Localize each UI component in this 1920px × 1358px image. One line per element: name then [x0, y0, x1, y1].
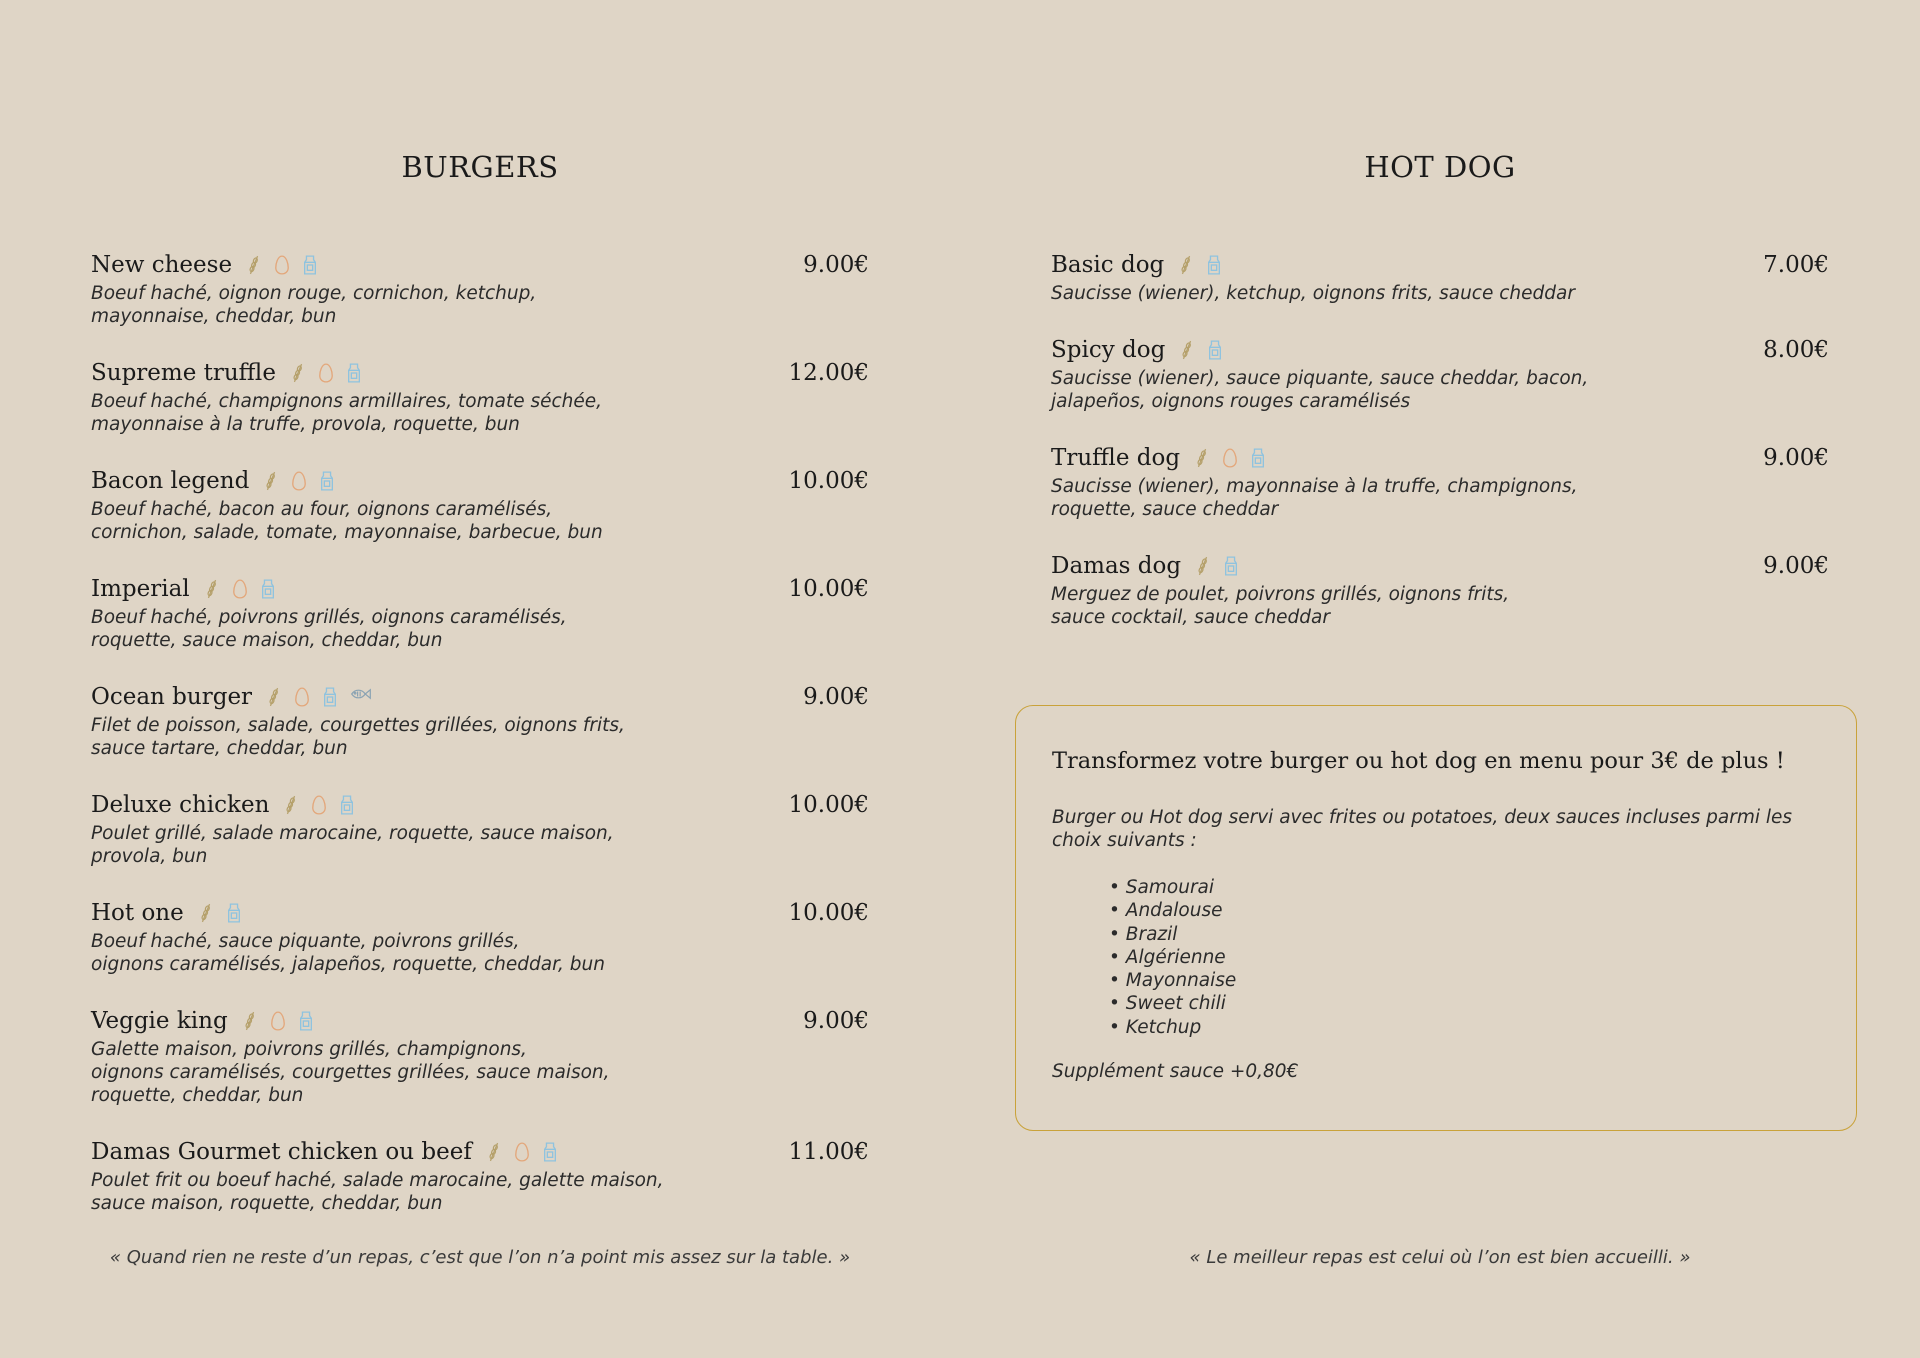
item-price: 9.00€: [803, 252, 869, 278]
egg-icon: [311, 794, 329, 816]
burger-item: [91, 248, 869, 328]
burger-item: [91, 680, 869, 760]
offer-description-line: Burger ou Hot dog servi avec frites ou potatoes, deux sauces incluses parmi les: [1052, 807, 1793, 828]
item-header: [1051, 549, 1829, 583]
item-name: Ocean burger: [91, 684, 253, 710]
sauce-option: • Samourai: [1109, 876, 1236, 899]
milk-icon: [260, 578, 278, 600]
allergen-icons: [290, 362, 364, 384]
hotdog-item: [1051, 333, 1829, 413]
item-description-line: Galette maison, poivrons grillés, champignons,: [91, 1039, 527, 1060]
item-description: [1051, 367, 1829, 413]
gluten-icon: [1195, 555, 1213, 577]
item-description-line: Filet de poisson, salade, courgettes grillées, oignons frits,: [91, 715, 625, 736]
item-header: [91, 896, 869, 930]
gluten-icon: [266, 686, 284, 708]
item-header: [91, 680, 869, 714]
item-description-line: Merguez de poulet, poivrons grillés, oignons frits,: [1051, 584, 1510, 605]
item-name: Deluxe chicken: [91, 792, 270, 818]
item-description-line: mayonnaise à la truffe, provola, roquette, bun: [91, 414, 520, 435]
offer-description: [1052, 806, 1832, 852]
item-description: [91, 282, 869, 328]
item-description: [91, 1169, 869, 1215]
item-description-line: cornichon, salade, tomate, mayonnaise, barbecue, bun: [91, 522, 603, 543]
burgers-title: BURGERS: [401, 150, 559, 184]
item-name: Supreme truffle: [91, 360, 276, 386]
item-name: Hot one: [91, 900, 184, 926]
item-price: 7.00€: [1763, 252, 1829, 278]
sauce-option: • Ketchup: [1109, 1016, 1236, 1039]
allergen-icons: [198, 902, 244, 924]
item-name: New cheese: [91, 252, 233, 278]
item-description: [91, 390, 869, 436]
allergen-icons: [486, 1141, 560, 1163]
gluten-icon: [290, 362, 308, 384]
item-name: Veggie king: [91, 1008, 228, 1034]
item-description-line: roquette, cheddar, bun: [91, 1085, 304, 1106]
item-header: [1051, 333, 1829, 367]
milk-icon: [226, 902, 244, 924]
burger-item: [91, 896, 869, 976]
item-price: 9.00€: [803, 1008, 869, 1034]
item-price: 9.00€: [803, 684, 869, 710]
allergen-icons: [1179, 339, 1225, 361]
offer-description-line: choix suivants :: [1052, 830, 1197, 851]
sauce-option: • Mayonnaise: [1109, 969, 1236, 992]
item-description: [91, 498, 869, 544]
item-description-line: Boeuf haché, poivrons grillés, oignons caramélisés,: [91, 607, 567, 628]
gluten-icon: [263, 470, 281, 492]
gluten-icon: [198, 902, 216, 924]
item-price: 12.00€: [788, 360, 869, 386]
item-description-line: sauce tartare, cheddar, bun: [91, 738, 348, 759]
milk-icon: [302, 254, 320, 276]
item-description-line: Saucisse (wiener), sauce piquante, sauce cheddar, bacon,: [1051, 368, 1589, 389]
milk-icon: [1250, 447, 1268, 469]
item-name: Imperial: [91, 576, 190, 602]
milk-icon: [346, 362, 364, 384]
allergen-icons: [1195, 555, 1241, 577]
hotdog-quote: « Le meilleur repas est celui où l’on est bien accueilli. »: [1189, 1247, 1691, 1268]
item-description-line: Saucisse (wiener), mayonnaise à la truffe, champignons,: [1051, 476, 1578, 497]
item-description-line: roquette, sauce maison, cheddar, bun: [91, 630, 443, 651]
gluten-icon: [283, 794, 301, 816]
egg-icon: [270, 1010, 288, 1032]
item-description: [1051, 475, 1829, 521]
item-description-line: jalapeños, oignons rouges caramélisés: [1051, 391, 1411, 412]
burger-item: [91, 1135, 869, 1215]
item-description-line: Boeuf haché, champignons armillaires, tomate séchée,: [91, 391, 603, 412]
egg-icon: [318, 362, 336, 384]
milk-icon: [1223, 555, 1241, 577]
egg-icon: [294, 686, 312, 708]
item-description-line: Boeuf haché, oignon rouge, cornichon, ketchup,: [91, 283, 537, 304]
item-description: [91, 1038, 869, 1107]
item-header: [91, 1004, 869, 1038]
item-name: Truffle dog: [1051, 445, 1181, 471]
offer-title: Transformez votre burger ou hot dog en menu pour 3€ de plus !: [1052, 748, 1785, 774]
burgers-quote: « Quand rien ne reste d’un repas, c’est que l’on n’a point mis assez sur la table. »: [109, 1247, 851, 1268]
burger-item: [91, 464, 869, 544]
hotdog-item: [1051, 549, 1829, 629]
sauce-option: • Algérienne: [1109, 946, 1236, 969]
item-price: 10.00€: [788, 792, 869, 818]
item-header: [91, 248, 869, 282]
item-description: [91, 822, 869, 868]
sauce-option: • Andalouse: [1109, 899, 1236, 922]
item-header: [91, 788, 869, 822]
sauce-supplement: Supplément sauce +0,80€: [1052, 1061, 1299, 1082]
burger-item: [91, 572, 869, 652]
item-description: [1051, 282, 1829, 305]
gluten-icon: [1179, 339, 1197, 361]
item-name: Damas Gourmet chicken ou beef: [91, 1139, 472, 1165]
item-description-line: roquette, sauce cheddar: [1051, 499, 1279, 520]
item-name: Basic dog: [1051, 252, 1165, 278]
hotdog-title: HOT DOG: [1364, 150, 1516, 184]
item-description-line: Poulet grillé, salade marocaine, roquette, sauce maison,: [91, 823, 614, 844]
fish-icon: [350, 686, 368, 708]
item-price: 10.00€: [788, 900, 869, 926]
item-price: 11.00€: [788, 1139, 869, 1165]
item-description-line: Boeuf haché, sauce piquante, poivrons grillés,: [91, 931, 520, 952]
item-price: 9.00€: [1763, 445, 1829, 471]
egg-icon: [274, 254, 292, 276]
milk-icon: [542, 1141, 560, 1163]
item-description-line: provola, bun: [91, 846, 208, 867]
milk-icon: [1206, 254, 1224, 276]
allergen-icons: [1194, 447, 1268, 469]
item-description: [91, 930, 869, 976]
item-description-line: Boeuf haché, bacon au four, oignons caramélisés,: [91, 499, 553, 520]
sauce-list: [1109, 876, 1236, 1039]
milk-icon: [339, 794, 357, 816]
burger-item: [91, 1004, 869, 1107]
milk-icon: [319, 470, 337, 492]
item-description-line: sauce maison, roquette, cheddar, bun: [91, 1193, 443, 1214]
item-price: 10.00€: [788, 576, 869, 602]
allergen-icons: [283, 794, 357, 816]
item-name: Damas dog: [1051, 553, 1182, 579]
item-header: [1051, 441, 1829, 475]
item-header: [91, 572, 869, 606]
milk-icon: [322, 686, 340, 708]
burger-item: [91, 356, 869, 436]
item-description-line: sauce cocktail, sauce cheddar: [1051, 607, 1330, 628]
item-header: [1051, 248, 1829, 282]
item-header: [91, 464, 869, 498]
egg-icon: [232, 578, 250, 600]
item-price: 10.00€: [788, 468, 869, 494]
gluten-icon: [1178, 254, 1196, 276]
egg-icon: [1222, 447, 1240, 469]
item-description-line: Saucisse (wiener), ketchup, oignons frits, sauce cheddar: [1051, 283, 1575, 304]
burger-item: [91, 788, 869, 868]
item-name: Bacon legend: [91, 468, 250, 494]
item-description: [91, 714, 869, 760]
milk-icon: [298, 1010, 316, 1032]
gluten-icon: [246, 254, 264, 276]
allergen-icons: [263, 470, 337, 492]
sauce-option: • Sweet chili: [1109, 992, 1236, 1015]
menu-offer-box: [1015, 705, 1857, 1131]
item-name: Spicy dog: [1051, 337, 1166, 363]
sauce-option: • Brazil: [1109, 923, 1236, 946]
egg-icon: [514, 1141, 532, 1163]
allergen-icons: [246, 254, 320, 276]
hotdog-item: [1051, 441, 1829, 521]
hotdog-item: [1051, 248, 1829, 305]
milk-icon: [1207, 339, 1225, 361]
gluten-icon: [204, 578, 222, 600]
allergen-icons: [266, 686, 368, 708]
allergen-icons: [204, 578, 278, 600]
item-description-line: oignons caramélisés, courgettes grillées, sauce maison,: [91, 1062, 610, 1083]
item-description-line: oignons caramélisés, jalapeños, roquette, cheddar, bun: [91, 954, 605, 975]
gluten-icon: [242, 1010, 260, 1032]
item-description: [1051, 583, 1829, 629]
burgers-list: [91, 248, 869, 1243]
item-price: 9.00€: [1763, 553, 1829, 579]
gluten-icon: [1194, 447, 1212, 469]
gluten-icon: [486, 1141, 504, 1163]
item-price: 8.00€: [1763, 337, 1829, 363]
allergen-icons: [242, 1010, 316, 1032]
item-header: [91, 1135, 869, 1169]
hotdog-list: [1051, 248, 1829, 657]
item-header: [91, 356, 869, 390]
egg-icon: [291, 470, 309, 492]
item-description-line: Poulet frit ou boeuf haché, salade marocaine, galette maison,: [91, 1170, 664, 1191]
allergen-icons: [1178, 254, 1224, 276]
item-description-line: mayonnaise, cheddar, bun: [91, 306, 337, 327]
item-description: [91, 606, 869, 652]
